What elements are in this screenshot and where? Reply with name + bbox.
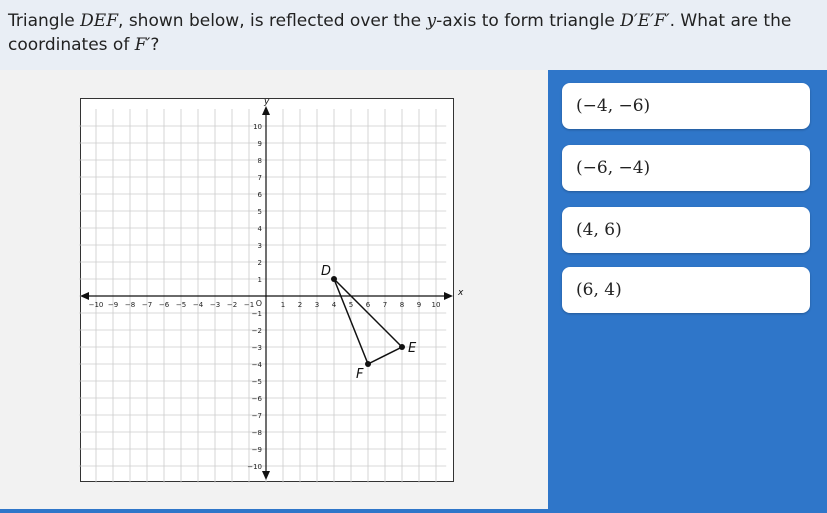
y-tick-label: −5: [251, 378, 262, 386]
y-tick-label: 3: [257, 242, 262, 250]
x-tick-label: −4: [192, 301, 204, 309]
triangle-name: DEF: [80, 11, 119, 31]
y-tick-label: 2: [257, 259, 262, 267]
y-tick-label: −3: [251, 344, 262, 352]
question-text-4: . What are the coordinates of: [8, 11, 792, 55]
graph-svg: [80, 97, 464, 482]
answer-choice-1[interactable]: (−4, −6): [562, 83, 810, 129]
answer-choice-4[interactable]: (6, 4): [562, 267, 810, 313]
question-text-2: , shown below, is reflected over the: [118, 11, 427, 31]
x-tick-label: 4: [331, 301, 337, 309]
question-text-3: -axis to form triangle: [436, 11, 621, 31]
y-tick-label: −10: [247, 463, 262, 471]
y-tick-label: −4: [251, 361, 262, 369]
y-tick-label: 6: [257, 191, 262, 199]
x-tick-label: −1: [243, 301, 255, 309]
question-text-1: Triangle: [8, 11, 81, 31]
vertex-e-point: [399, 344, 405, 350]
x-tick-label: 6: [365, 301, 371, 309]
y-tick-label: −9: [251, 446, 262, 454]
graph-border: [81, 99, 454, 482]
reflected-triangle-name: D′E′F′: [620, 11, 670, 31]
bottom-accent-line: [0, 509, 548, 513]
x-tick-label: −7: [141, 301, 153, 309]
y-tick-label: −6: [251, 395, 262, 403]
vertex-d-label: D: [321, 264, 332, 279]
vertex-f-label: F: [356, 367, 364, 382]
question-bar: [0, 0, 827, 70]
y-tick-label: 5: [257, 208, 262, 216]
x-tick-label: −8: [124, 301, 136, 309]
x-tick-label: 1: [280, 301, 286, 309]
coordinate-graph: [80, 97, 464, 482]
y-tick-label: 9: [257, 140, 262, 148]
x-tick-label: 2: [297, 301, 303, 309]
x-tick-label: 7: [382, 301, 388, 309]
x-tick-label: −9: [107, 301, 119, 309]
y-tick-label: 7: [257, 174, 262, 182]
question-text-5: ?: [150, 35, 160, 55]
x-tick-label: −5: [175, 301, 187, 309]
y-tick-label: 8: [257, 157, 262, 165]
y-tick-label: −8: [251, 429, 262, 437]
y-tick-label: 1: [257, 276, 262, 284]
origin-label: O: [255, 299, 262, 308]
y-tick-label: −2: [251, 327, 262, 335]
x-tick-label: −6: [158, 301, 170, 309]
point-name: F′: [134, 35, 151, 55]
answer-choice-2[interactable]: (−6, −4): [562, 145, 810, 191]
vertex-e-label: E: [408, 341, 417, 356]
x-tick-label: 5: [348, 301, 354, 309]
vertex-f-point: [365, 361, 371, 367]
y-tick-label: 10: [253, 123, 262, 131]
answer-choice-3[interactable]: (4, 6): [562, 207, 810, 253]
x-tick-label: 9: [416, 301, 422, 309]
x-tick-label: 3: [314, 301, 320, 309]
x-tick-label: 10: [431, 301, 441, 309]
vertex-d-point: [331, 276, 337, 282]
x-tick-label: −3: [209, 301, 221, 309]
y-tick-label: 4: [257, 225, 262, 233]
x-axis-label: x: [458, 288, 464, 298]
answer-panel: [548, 70, 827, 513]
x-tick-label: 8: [399, 301, 405, 309]
y-axis-label: y: [264, 97, 270, 107]
x-tick-label: −2: [226, 301, 238, 309]
y-tick-label: −1: [251, 310, 262, 318]
axis-name: y: [426, 11, 437, 31]
x-tick-label: −10: [88, 301, 104, 309]
y-tick-label: −7: [251, 412, 262, 420]
